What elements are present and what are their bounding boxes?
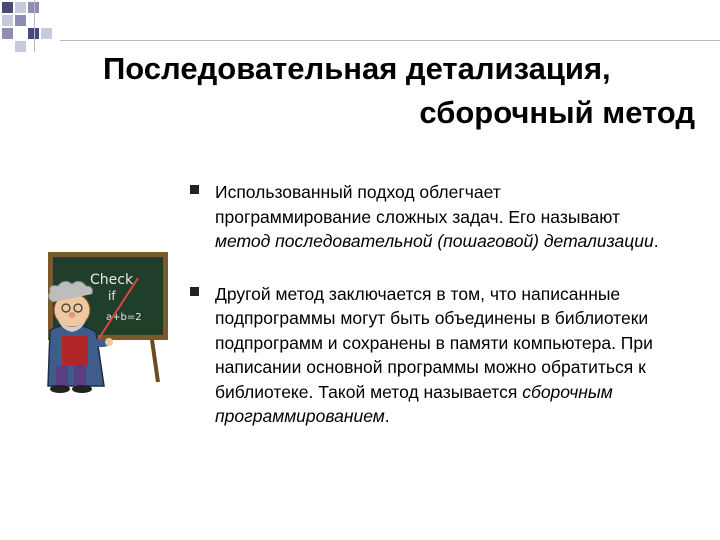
teacher-shoe [72,385,92,393]
bullet-text-2-italic: сборочным программированием [215,381,613,426]
board-text-3: a+b=2 [106,312,142,323]
board-text-1: Check [90,272,134,288]
bullet-item-2 [190,282,660,429]
board-leg [152,340,158,382]
deco-square [15,15,26,26]
deco-square [2,2,13,13]
teacher-nose [69,312,76,318]
bullet-text-1-italic: метод последовательной (пошаговой) детализации [215,231,654,251]
deco-square [2,15,13,26]
board-text-2: if [108,289,116,303]
teacher-illustration [34,248,174,396]
teacher-vest [62,336,88,366]
teacher-shoe [50,385,70,393]
deco-square [2,28,13,39]
bullet-square-icon [190,287,199,296]
teacher-hand [105,338,113,346]
bullet-list [190,180,660,457]
teacher-leg [56,366,68,386]
bullet-text-1 [215,180,660,254]
bullet-item-1 [190,180,660,254]
deco-square [15,2,26,13]
bullet-text-2 [215,282,660,429]
title-divider [60,40,720,41]
vertical-divider [34,0,35,52]
bullet-text-1-plain: Использованный подход облегчает программирование сложных задач. Его называют [215,182,621,227]
decorative-squares [0,0,80,60]
bullet-text-2-plain: Другой метод заключается в том, что написанные подпрограммы могут быть объединены в библиотеки подпрограмм и сохранены в памяти компьютера. При написании основной программы можно обратиться к библиотеке. Такой метод называется [215,283,653,402]
bullet-square-icon [190,185,199,194]
page-title-line-1: Последовательная детализация, [103,51,611,86]
page-title-line-2: сборочный метод [419,95,695,130]
bullet-text-1-end: . [653,231,659,251]
teacher-leg [74,366,86,386]
deco-square [41,28,52,39]
deco-square [15,41,26,52]
bullet-text-2-end: . [384,406,390,426]
